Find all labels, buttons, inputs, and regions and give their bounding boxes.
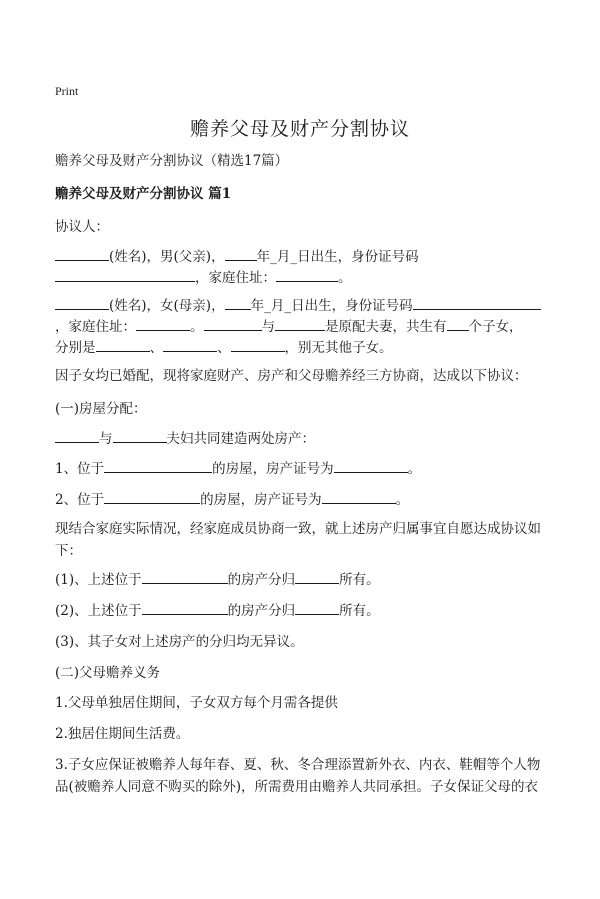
blank-certificate[interactable] <box>322 489 396 504</box>
text: 。 <box>395 492 410 508</box>
text: 所有。 <box>339 603 380 619</box>
blank-address[interactable] <box>276 267 338 282</box>
blank-id-number[interactable] <box>413 295 541 310</box>
document-subtitle: 赡养父母及财产分割协议（精选17篇） <box>55 153 289 169</box>
blank-year[interactable] <box>225 246 257 261</box>
text: 。 <box>407 461 422 477</box>
text: 夫妇共同建造两处房产： <box>166 431 315 447</box>
blank-location[interactable] <box>142 600 228 615</box>
item-3-line: (3)、其子女对上述房产的分归均无异议。 <box>55 634 304 650</box>
text: 的房屋，房产证号为 <box>212 461 334 477</box>
father-line-1 <box>55 246 550 268</box>
text: 与 <box>261 319 275 335</box>
duty-2-line: 2.独居住期间生活费。 <box>55 726 190 742</box>
text: 年_月_日出生，身份证号码 <box>256 249 419 265</box>
text: (2)、上述位于 <box>55 603 142 619</box>
text: 2、位于 <box>55 492 105 508</box>
blank-children-count[interactable] <box>447 316 469 331</box>
blank-year[interactable] <box>225 295 251 310</box>
text: 1、位于 <box>55 461 105 477</box>
blank-child-2[interactable] <box>163 337 217 352</box>
text: 是原配夫妻，共生有 <box>325 319 447 335</box>
blank-location[interactable] <box>104 489 200 504</box>
text: ，家庭住址： <box>195 270 276 286</box>
text: ，家庭住址： <box>55 319 136 335</box>
section-heading: 赡养父母及财产分割协议 篇1 <box>55 186 232 202</box>
mother-line-3 <box>55 337 550 359</box>
blank-location[interactable] <box>142 569 228 584</box>
duty-3-paragraph: 3.子女应保证被赡养人每年春、夏、秋、冬合理添置新外衣、内衣、鞋帽等个人物品(被赡养人同意不购买的除外)，所需费用由赡养人共同承担。子女保证父母的衣 <box>55 757 541 795</box>
blank-owner[interactable] <box>295 569 339 584</box>
blank-address[interactable] <box>136 316 190 331</box>
blank-mother-name[interactable] <box>113 428 167 443</box>
duty-1-line: 1.父母单独居住期间，子女双方每个月需各提供 <box>55 695 338 711</box>
text: (1)、上述位于 <box>55 572 142 588</box>
text: 所有。 <box>339 572 380 588</box>
mother-line-2 <box>55 316 550 338</box>
consult-paragraph: 现结合家庭实际情况，经家庭成员协商一致，就上述房产归属事宜自愿达成协议如下： <box>55 521 541 559</box>
text: (姓名)，女(母亲)， <box>109 298 225 314</box>
document-title: 赡养父母及财产分割协议 <box>189 118 410 140</box>
text: 、 <box>149 340 163 356</box>
text: 分别是 <box>55 340 96 356</box>
mother-line-1 <box>55 295 550 317</box>
section-house-allocation: (一)房屋分配： <box>55 401 147 417</box>
text: 的房屋，房产证号为 <box>200 492 322 508</box>
text: (姓名)，男(父亲)， <box>109 249 225 265</box>
text: 与 <box>99 431 113 447</box>
build-line <box>55 428 550 450</box>
house-2-line <box>55 489 550 511</box>
text: 。 <box>190 319 204 335</box>
blank-mother-name[interactable] <box>275 316 325 331</box>
text: 。 <box>338 270 352 286</box>
blank-father-name[interactable] <box>204 316 262 331</box>
father-line-2 <box>55 267 550 289</box>
house-1-line <box>55 458 550 480</box>
text: ，别无其他子女。 <box>284 340 393 356</box>
blank-name[interactable] <box>55 295 109 310</box>
blank-certificate[interactable] <box>334 458 408 473</box>
text: 年_月_日出生，身份证号码 <box>250 298 413 314</box>
print-link[interactable]: Print <box>55 84 79 98</box>
blank-owner[interactable] <box>295 600 339 615</box>
item-2-line <box>55 600 550 622</box>
text: 的房产分归 <box>227 603 296 619</box>
section-support-duty: (二)父母赡养义务 <box>55 665 161 681</box>
text: 的房产分归 <box>227 572 296 588</box>
item-1-line <box>55 569 550 591</box>
blank-child-1[interactable] <box>96 337 150 352</box>
text: 个子女， <box>468 319 523 335</box>
blank-father-name[interactable] <box>55 428 99 443</box>
text: 、 <box>217 340 231 356</box>
blank-location[interactable] <box>104 458 212 473</box>
blank-child-3[interactable] <box>231 337 285 352</box>
parties-label: 协议人： <box>55 219 109 235</box>
intro-paragraph: 因子女均已婚配，现将家庭财产、房产和父母赡养经三方协商，达成以下协议： <box>55 368 528 384</box>
blank-name[interactable] <box>55 246 109 261</box>
blank-id-number[interactable] <box>55 267 195 282</box>
